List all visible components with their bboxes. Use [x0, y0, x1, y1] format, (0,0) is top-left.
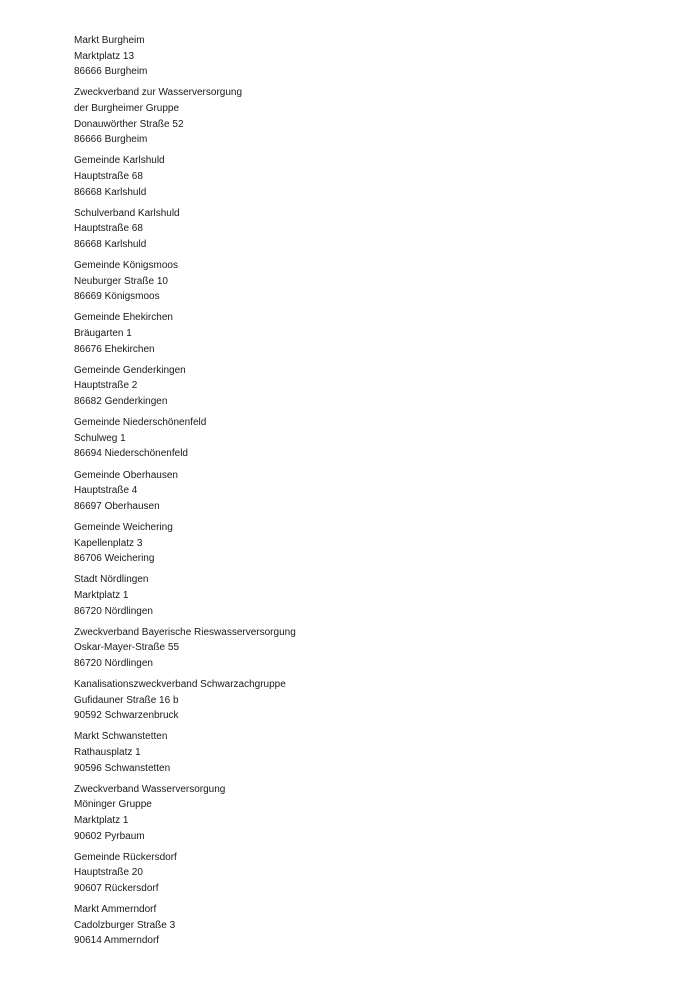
address-block [74, 310, 674, 357]
address-line: Hauptstraße 68 [74, 170, 143, 182]
address-block [74, 206, 674, 253]
address-line: 90607 Rückersdorf [74, 883, 159, 894]
address-line: 86669 Königsmoos [74, 291, 160, 303]
address-block [74, 520, 674, 567]
address-line: 86706 Weichering [74, 553, 155, 565]
address-line: 90602 Pyrbaum [74, 830, 145, 842]
address-name: Zweckverband Bayerische Rieswasserversorgung [74, 626, 296, 638]
address-line: der Burgheimer Gruppe [74, 102, 180, 114]
address-line: Möninger Gruppe [74, 799, 152, 811]
address-line: Cadolzburger Straße 3 [74, 919, 176, 931]
address-name: Stadt Nördlingen [74, 574, 149, 586]
address-line: 86720 Nördlingen [74, 605, 153, 617]
address-name: Gemeinde Ehekirchen [74, 312, 173, 324]
address-name: Zweckverband Wasserversorgung [74, 783, 226, 795]
address-name: Gemeinde Karlshuld [74, 155, 165, 167]
address-line: Kapellenplatz 3 [74, 537, 143, 549]
address-line: Bräugarten 1 [74, 328, 132, 340]
address-list [74, 33, 674, 955]
address-name: Gemeinde Königsmoos [74, 260, 178, 272]
address-line: 86720 Nördlingen [74, 657, 153, 669]
address-line: Marktplatz 1 [74, 589, 129, 601]
address-name: Gemeinde Oberhausen [74, 469, 178, 481]
address-line: 86668 Karlshuld [74, 238, 147, 250]
address-block [74, 363, 674, 410]
address-block [74, 572, 674, 619]
address-name: Schulverband Karlshuld [74, 207, 180, 219]
address-line: Oskar-Mayer-Straße 55 [74, 642, 180, 654]
address-block [74, 677, 674, 724]
address-line: Marktplatz 13 [74, 50, 135, 62]
address-line: 86676 Ehekirchen [74, 343, 155, 355]
address-name: Gemeinde Niederschönenfeld [74, 417, 207, 429]
address-block [74, 850, 674, 897]
address-block [74, 782, 674, 844]
address-line: Schulweg 1 [74, 432, 126, 444]
address-line: 86668 Karlshuld [74, 186, 147, 198]
address-line: Donauwörther Straße 52 [74, 118, 184, 130]
address-block [74, 415, 674, 462]
address-name: Gemeinde Rückersdorf [74, 851, 177, 863]
address-line: 86697 Oberhausen [74, 500, 160, 512]
address-line: Hauptstraße 4 [74, 485, 138, 497]
address-line: 86666 Burgheim [74, 134, 148, 146]
address-line: 86666 Burgheim [74, 66, 148, 78]
address-name: Gemeinde Genderkingen [74, 364, 186, 376]
address-block [74, 729, 674, 776]
address-block [74, 85, 674, 147]
address-name: Markt Ammerndorf [74, 904, 157, 916]
address-line: Gufidauner Straße 16 b [74, 694, 179, 706]
address-line: Hauptstraße 20 [74, 867, 143, 879]
address-line: Marktplatz 1 [74, 815, 129, 827]
address-block [74, 468, 674, 515]
address-name: Markt Schwanstetten [74, 731, 168, 743]
address-name: Zweckverband zur Wasserversorgung [74, 87, 243, 99]
address-line: Hauptstraße 68 [74, 223, 143, 235]
address-name: Kanalisationszweckverband Schwarzachgruppe [74, 679, 286, 691]
address-line: Neuburger Straße 10 [74, 275, 168, 287]
address-line: 86694 Niederschönenfeld [74, 448, 188, 460]
address-name: Gemeinde Weichering [74, 521, 173, 533]
address-block [74, 258, 674, 305]
address-block [74, 153, 674, 200]
address-block [74, 902, 674, 949]
address-line: 90592 Schwarzenbruck [74, 710, 179, 722]
address-block [74, 33, 674, 80]
address-name: Markt Burgheim [74, 35, 145, 46]
address-line: Hauptstraße 2 [74, 380, 138, 392]
address-line: 90596 Schwanstetten [74, 762, 171, 774]
address-line: Rathausplatz 1 [74, 747, 141, 759]
address-line: 86682 Genderkingen [74, 396, 168, 408]
address-block [74, 625, 674, 672]
address-line: 90614 Ammerndorf [74, 935, 160, 947]
